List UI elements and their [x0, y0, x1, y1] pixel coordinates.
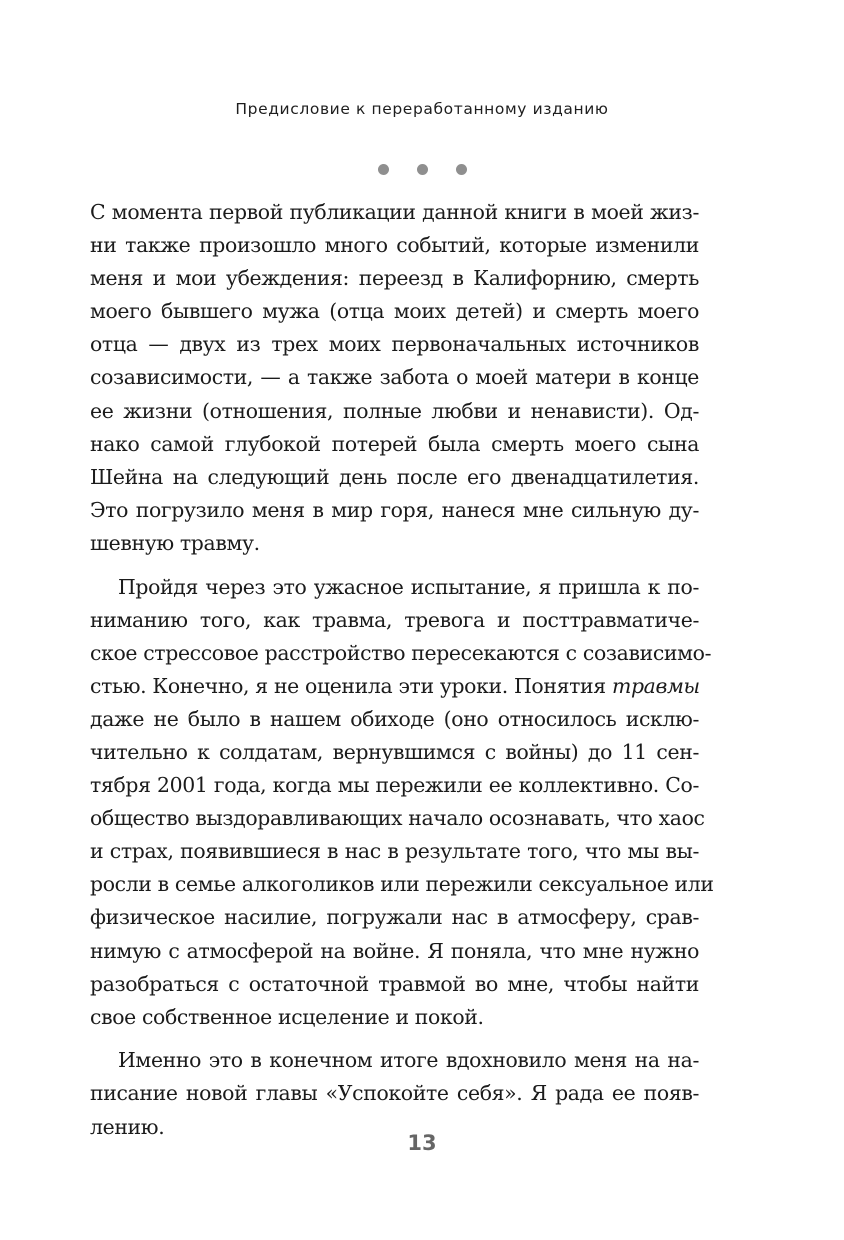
text-line: и страх, появившиеся в нас в результате того, что мы вы-	[90, 839, 699, 864]
emphasis: травмы	[611, 673, 700, 698]
section-divider	[0, 164, 844, 175]
text-line: общество выздоравливающих начало осознавать, что хаос	[90, 806, 705, 831]
paragraph	[90, 196, 699, 560]
text-line: созависимости, — а также забота о моей матери в конце	[90, 365, 699, 390]
text-line: писание новой главы «Успокойте себя». Я рада ее появ-	[90, 1081, 699, 1106]
text-line: свое собственное исцеление и покой.	[90, 1004, 484, 1029]
text-line: росли в семье алкоголиков или пережили сексуальное или	[90, 872, 714, 897]
text-line: ское стрессовое расстройство пересекаются с созависимо-	[90, 640, 712, 665]
text-line: моего бывшего мужа (отца моих детей) и смерть моего	[90, 299, 699, 324]
text-line-with-emphasis	[90, 670, 699, 703]
body-text	[90, 196, 714, 1144]
running-header: Предисловие к переработанному изданию	[235, 100, 609, 118]
text-line: ниманию того, как травма, тревога и посттравматиче-	[90, 607, 699, 632]
page-number: 13	[407, 1131, 437, 1155]
divider-dot	[378, 164, 389, 175]
paragraph	[90, 1044, 699, 1143]
text-line: нимую с атмосферой на войне. Я поняла, что мне нужно	[90, 938, 699, 963]
paragraph	[90, 571, 714, 1034]
text-line: разобраться с остаточной травмой во мне, чтобы найти	[90, 971, 699, 996]
text-line: тября 2001 года, когда мы пережили ее коллективно. Со-	[90, 773, 699, 798]
text-line: шевную травму.	[90, 530, 260, 555]
text-line: ни также произошло много событий, которые изменили	[90, 233, 699, 258]
text-line: меня и мои убеждения: переезд в Калифорнию, смерть	[90, 266, 699, 291]
text-line: физическое насилие, погружали нас в атмосферу, срав-	[90, 905, 699, 930]
text-line: лению.	[90, 1114, 165, 1139]
text-line: Это погрузило меня в мир горя, нанеся мне сильную ду-	[90, 497, 699, 522]
text-line: нако самой глубокой потерей была смерть моего сына	[90, 431, 699, 456]
text-line: чительно к солдатам, вернувшимся с войны) до 11 сен-	[90, 740, 699, 764]
text-line: Шейна на следующий день после его двенадцатилетия.	[90, 464, 699, 489]
text-run: стью. Конечно, я не оценила эти уроки. Понятия	[90, 673, 606, 698]
divider-dot	[417, 164, 428, 175]
text-line: Пройдя через это ужасное испытание, я пришла к по-	[118, 574, 699, 599]
text-line: С момента первой публикации данной книги в моей жиз-	[90, 200, 699, 224]
text-line: ее жизни (отношения, полные любви и ненависти). Од-	[90, 398, 699, 423]
text-line: даже не было в нашем обиходе (оно относилось исклю-	[90, 706, 699, 731]
divider-dot	[456, 164, 467, 175]
text-line: отца — двух из трех моих первоначальных источников	[90, 332, 699, 357]
text-line: Именно это в конечном итоге вдохновило меня на на-	[118, 1048, 699, 1073]
